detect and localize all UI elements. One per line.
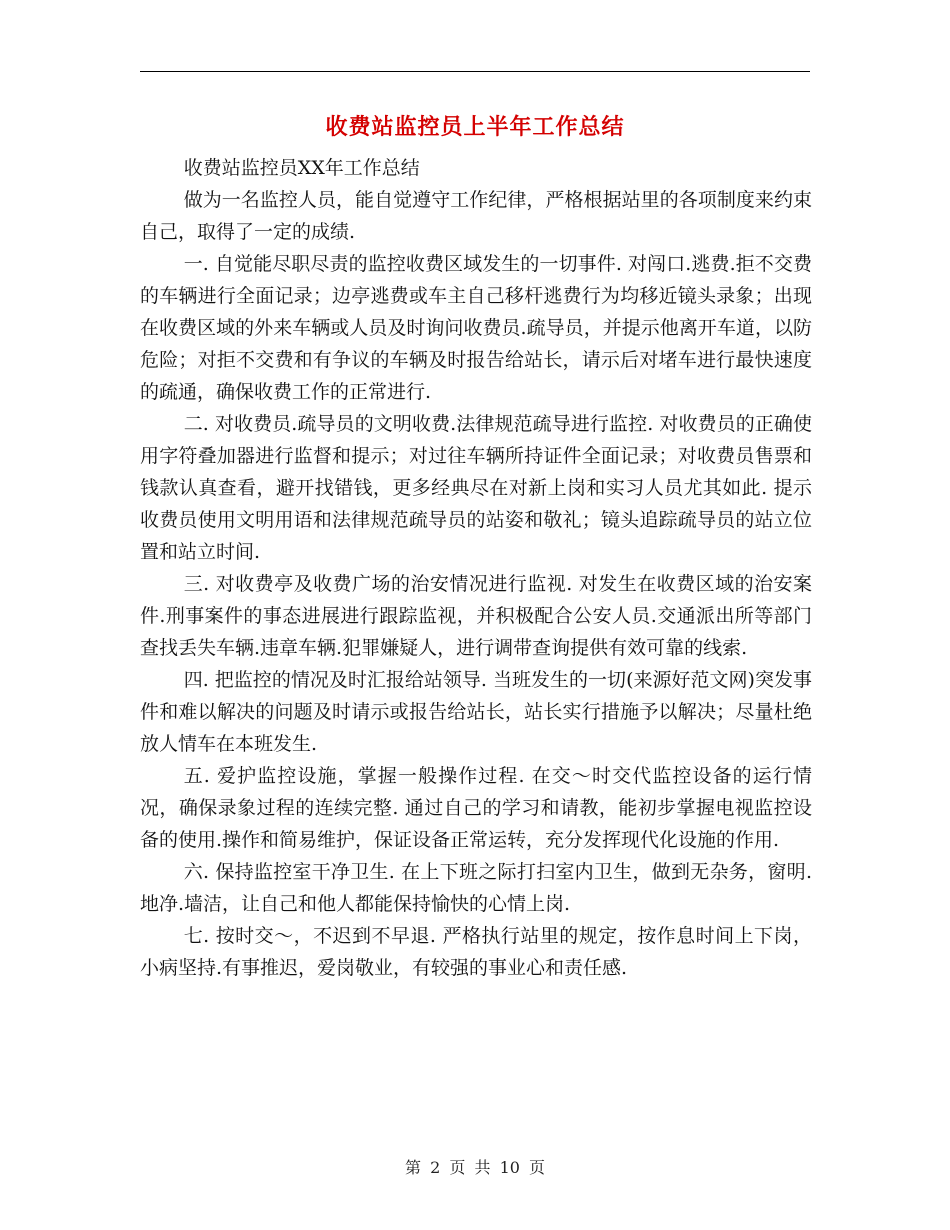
footer-total-word: 共 [474, 1158, 491, 1177]
footer-suffix: 页 [529, 1158, 546, 1177]
document-body [140, 152, 812, 984]
document-title: 收费站监控员上半年工作总结 [325, 115, 625, 140]
footer-prefix: 第 [404, 1158, 421, 1177]
footer-total-pages: 10 [499, 1158, 520, 1177]
paragraph-item-6: 六. 保持监控室干净卫生. 在上下班之际打扫室内卫生，做到无杂务，窗明.地净.墙洁，让自己和他人都能保持愉快的心情上岗. [140, 861, 812, 915]
paragraph-item-1: 一. 自觉能尽职尽责的监控收费区域发生的一切事件. 对闯口.逃费.拒不交费的车辆进行全面记录；边亭逃费或车主自己移杆逃费行为均移近镜头录象；出现在收费区域的外来车辆或人员及时询问收费员.疏导员，并提示他离开车道，以防危险；对拒不交费和有争议的车辆及时报告给站长，请示后对堵车进行最快速度的疏通，确保收费工作的正常进行. [140, 253, 812, 403]
paragraph-item-4: 四. 把监控的情况及时汇报给站领导. 当班发生的一切(来源好范文网)突发事件和难以解决的问题及时请示或报告给站长，站长实行措施予以解决；尽量杜绝放人情车在本班发生. [140, 669, 812, 755]
paragraph-item-3: 三. 对收费亭及收费广场的治安情况进行监视. 对发生在收费区域的治安案件.刑事案件的事态进展进行跟踪监视，并积极配合公安人员.交通派出所等部门查找丢失车辆.违章车辆.犯罪嫌疑人，进行调带查询提供有效可靠的线索. [140, 573, 812, 659]
footer-page-word: 页 [449, 1158, 466, 1177]
paragraph-item-5: 五. 爱护监控设施，掌握一般操作过程. 在交～时交代监控设备的运行情况，确保录象过程的连续完整. 通过自己的学习和请教，能初步掌握电视监控设备的使用.操作和简易维护，保证设备正常运转，充分发挥现代化设施的作用. [140, 765, 812, 851]
paragraph-item-7: 七. 按时交～，不迟到不早退. 严格执行站里的规定，按作息时间上下岗，小病坚持.有事推迟，爱岗敬业，有较强的事业心和责任感. [140, 925, 812, 979]
header-rule [140, 71, 810, 72]
page-footer [0, 1155, 950, 1178]
paragraph-subtitle: 收费站监控员XX年工作总结 [183, 157, 420, 179]
paragraph-intro: 做为一名监控人员，能自觉遵守工作纪律，严格根据站里的各项制度来约束自己，取得了一定的成绩. [140, 189, 812, 243]
footer-current-page: 2 [430, 1158, 441, 1177]
paragraph-item-2: 二. 对收费员.疏导员的文明收费.法律规范疏导进行监控. 对收费员的正确使用字符叠加器进行监督和提示；对过往车辆所持证件全面记录；对收费员售票和钱款认真查看，避开找错钱，更多经典尽在对新上岗和实习人员尤其如此. 提示收费员使用文明用语和法律规范疏导员的站姿和敬礼；镜头追踪疏导员的站立位置和站立时间. [140, 413, 812, 563]
